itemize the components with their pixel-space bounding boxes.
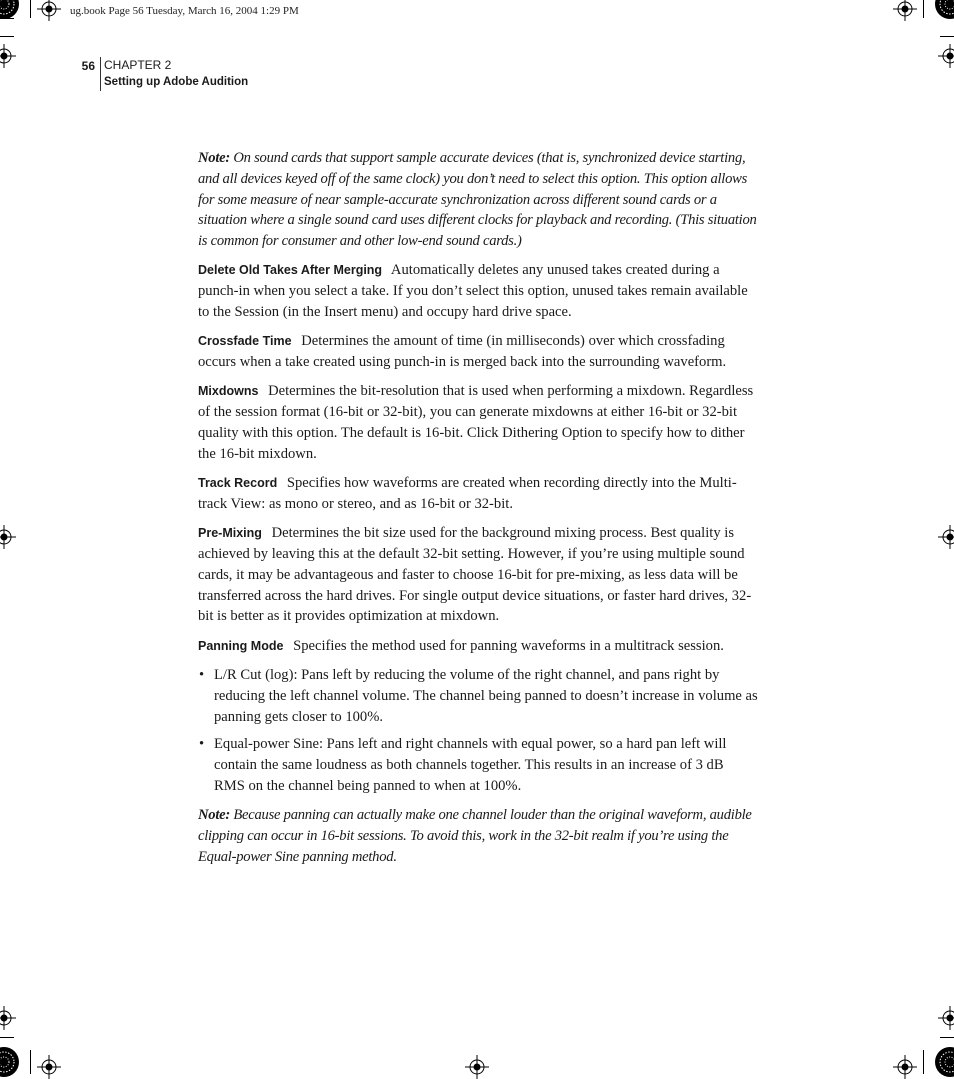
note-paragraph xyxy=(198,148,758,252)
bullet-icon: • xyxy=(199,667,205,684)
registration-target-icon xyxy=(37,0,61,21)
list-item-text: Equal-power Sine: Pans left and right channels with equal power, so a hard pan left will contain the same loudness as both channels together. This results in an increase of 3 dB RMS on the channel being panned to when at 100%. xyxy=(214,736,727,795)
entry-term: Delete Old Takes After Merging xyxy=(198,263,383,278)
entry-term: Mixdowns xyxy=(198,384,259,399)
entry-term: Crossfade Time xyxy=(198,334,292,349)
crop-mark xyxy=(0,1037,14,1038)
registration-target-icon xyxy=(893,0,917,21)
definition-entry xyxy=(198,260,758,322)
definition-entry xyxy=(198,473,758,515)
header-rule xyxy=(100,57,101,91)
entry-text: Determines the amount of time (in milliseconds) over which crossfading occurs when a take created using punch-in is merged back into the surrounding waveform. xyxy=(198,333,727,371)
chapter-title: Setting up Adobe Audition xyxy=(104,76,249,88)
entry-term: Panning Mode xyxy=(198,638,284,653)
definition-entry xyxy=(198,523,758,627)
note-label: Note: xyxy=(198,807,230,824)
starburst-mark-icon xyxy=(934,1046,954,1078)
note-text: On sound cards that support sample accurate devices (that is, synchronized device starting, and all devices keyed off of the same clock) you don’t need to select this option. This option allows for some measure of near sample-accurate synchronization across different sound cards or a situation where a single sound card uses different clocks for playback and recording. (This situation is common for consumer and other low-end sound cards.) xyxy=(198,150,757,250)
note-label: Note: xyxy=(198,150,230,166)
chapter-label: CHAPTER 2 xyxy=(104,58,172,72)
crop-mark xyxy=(940,36,954,37)
crop-mark xyxy=(940,1037,954,1038)
crop-mark xyxy=(0,36,14,37)
registration-target-icon xyxy=(893,1055,917,1079)
registration-target-icon xyxy=(0,1006,16,1030)
entry-text: Determines the bit-resolution that is used when performing a mixdown. Regardless of the session format (16-bit or 32-bit), you can generate mixdowns at either 16-bit or 32-bit quality with this option. The default is 16-bit. Click Dithering Option to specify how to dither the 16-bit mixdown. xyxy=(198,383,754,462)
crop-mark xyxy=(0,18,14,19)
chapter-heading xyxy=(104,57,248,91)
page-number: 56 xyxy=(81,59,95,73)
entry-term: Pre-Mixing xyxy=(198,526,262,541)
list-item xyxy=(198,665,758,727)
registration-target-icon xyxy=(938,1006,954,1030)
registration-target-icon xyxy=(0,525,16,549)
entry-text: Determines the bit size used for the background mixing process. Best quality is achieved by leaving this at the default 32-bit setting. However, if you’re using multiple sound cards, it may be advantageous and faster to choose 16-bit for pre-mixing, as less data will be transferred across the hard drives. For single output device situations, or faster hard drives, 32-bit is better as it provides optimization at mixdown. xyxy=(198,525,752,625)
registration-target-icon xyxy=(938,525,954,549)
note-paragraph xyxy=(198,805,758,867)
definition-entry xyxy=(198,331,758,373)
bullet-list xyxy=(198,665,758,797)
entry-text: Specifies the method used for panning waveforms in a multitrack session. xyxy=(293,637,724,654)
entry-text: Automatically deletes any unused takes created during a punch-in when you select a take. If you don’t select this option, unused takes remain available to the Session (in the Insert menu) and occupy hard drive space. xyxy=(198,262,748,321)
registration-target-icon xyxy=(465,1055,489,1079)
crop-mark xyxy=(30,1050,31,1074)
registration-target-icon xyxy=(37,1055,61,1079)
definition-entry xyxy=(198,636,758,657)
bullet-icon: • xyxy=(199,736,205,753)
registration-target-icon xyxy=(938,44,954,68)
entry-term: Track Record xyxy=(198,476,278,491)
list-item-text: L/R Cut (log): Pans left by reducing the volume of the right channel, and pans right by reducing the left channel volume. The channel being panned to doesn’t increase in volume as panning gets closer to 100%. xyxy=(214,667,758,725)
registration-target-icon xyxy=(0,44,16,68)
starburst-mark-icon xyxy=(934,0,954,20)
print-slug: ug.book Page 56 Tuesday, March 16, 2004 1:29 PM xyxy=(70,5,299,17)
entry-text: Specifies how waveforms are created when recording directly into the Multi-track View: as mono or stereo, and as 16-bit or 32-bit. xyxy=(198,475,737,512)
page-body xyxy=(198,148,758,876)
starburst-mark-icon xyxy=(0,0,20,20)
crop-mark xyxy=(923,1050,924,1074)
note-text: Because panning can actually make one channel louder than the original waveform, audible clipping can occur in 16-bit sessions. To avoid this, work in the 32-bit realm if you’re using the Equal-power Sine panning method. xyxy=(198,807,752,865)
list-item xyxy=(198,734,758,796)
starburst-mark-icon xyxy=(0,1046,20,1078)
crop-mark xyxy=(30,0,31,18)
definition-entry xyxy=(198,381,758,464)
crop-mark xyxy=(923,0,924,18)
